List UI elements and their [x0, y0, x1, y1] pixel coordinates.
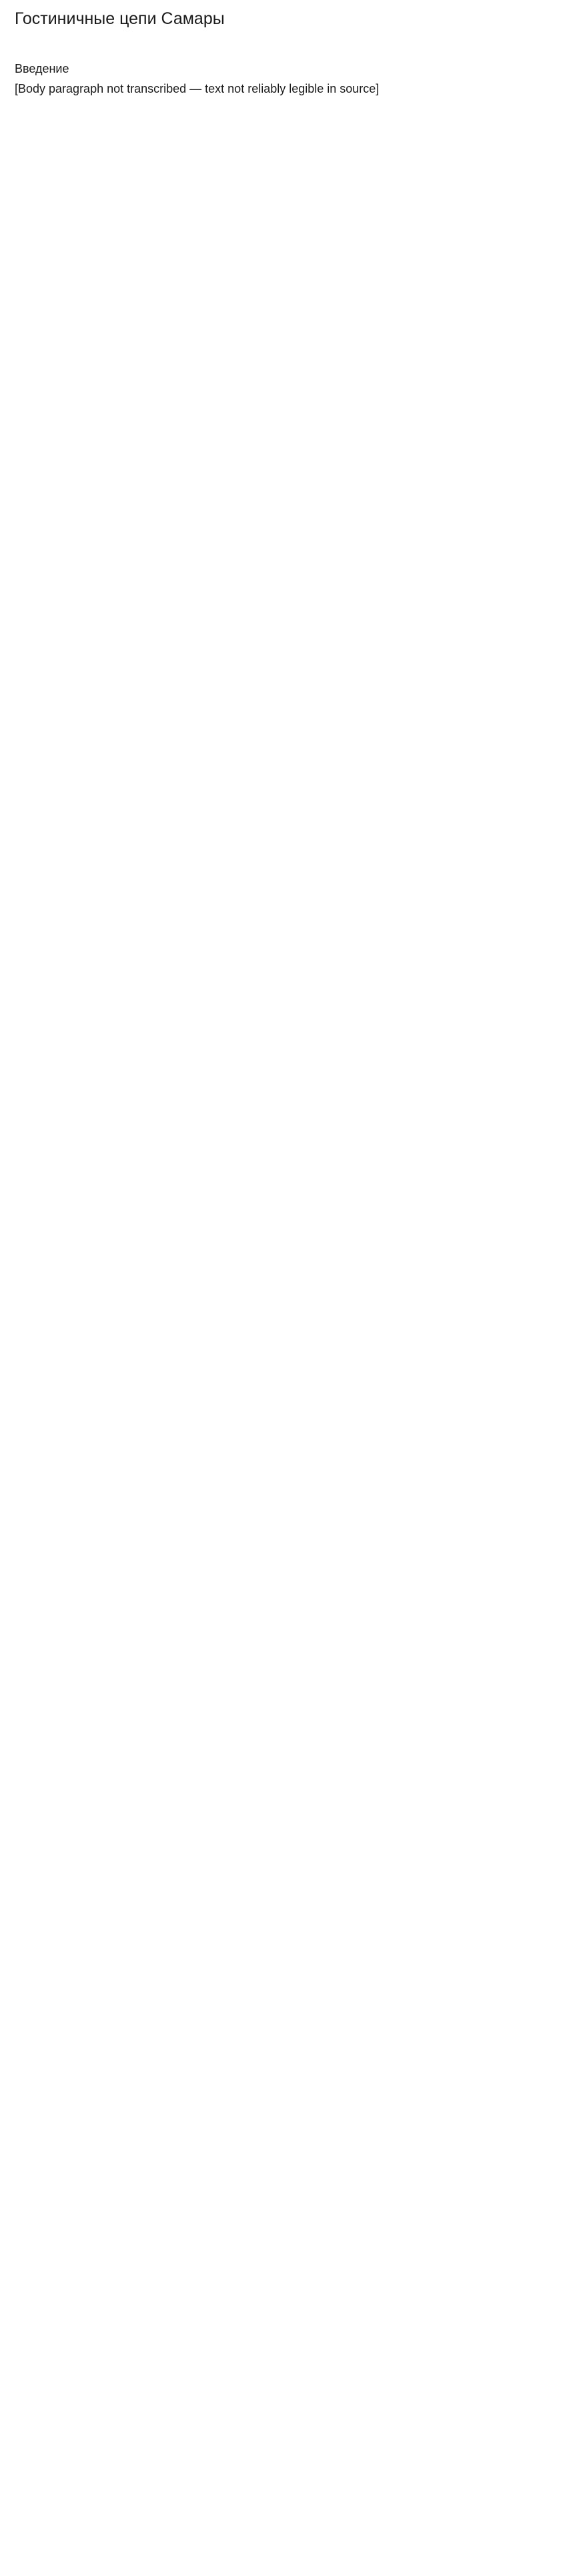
document-section	[15, 60, 550, 97]
paragraph: [Body paragraph not transcribed — text not reliably legible in source]	[15, 82, 380, 95]
document-body	[15, 60, 550, 97]
section-heading: Введение	[15, 62, 69, 75]
document-title: Гостиничные цепи Самары	[15, 9, 225, 28]
document-page	[0, 0, 565, 125]
